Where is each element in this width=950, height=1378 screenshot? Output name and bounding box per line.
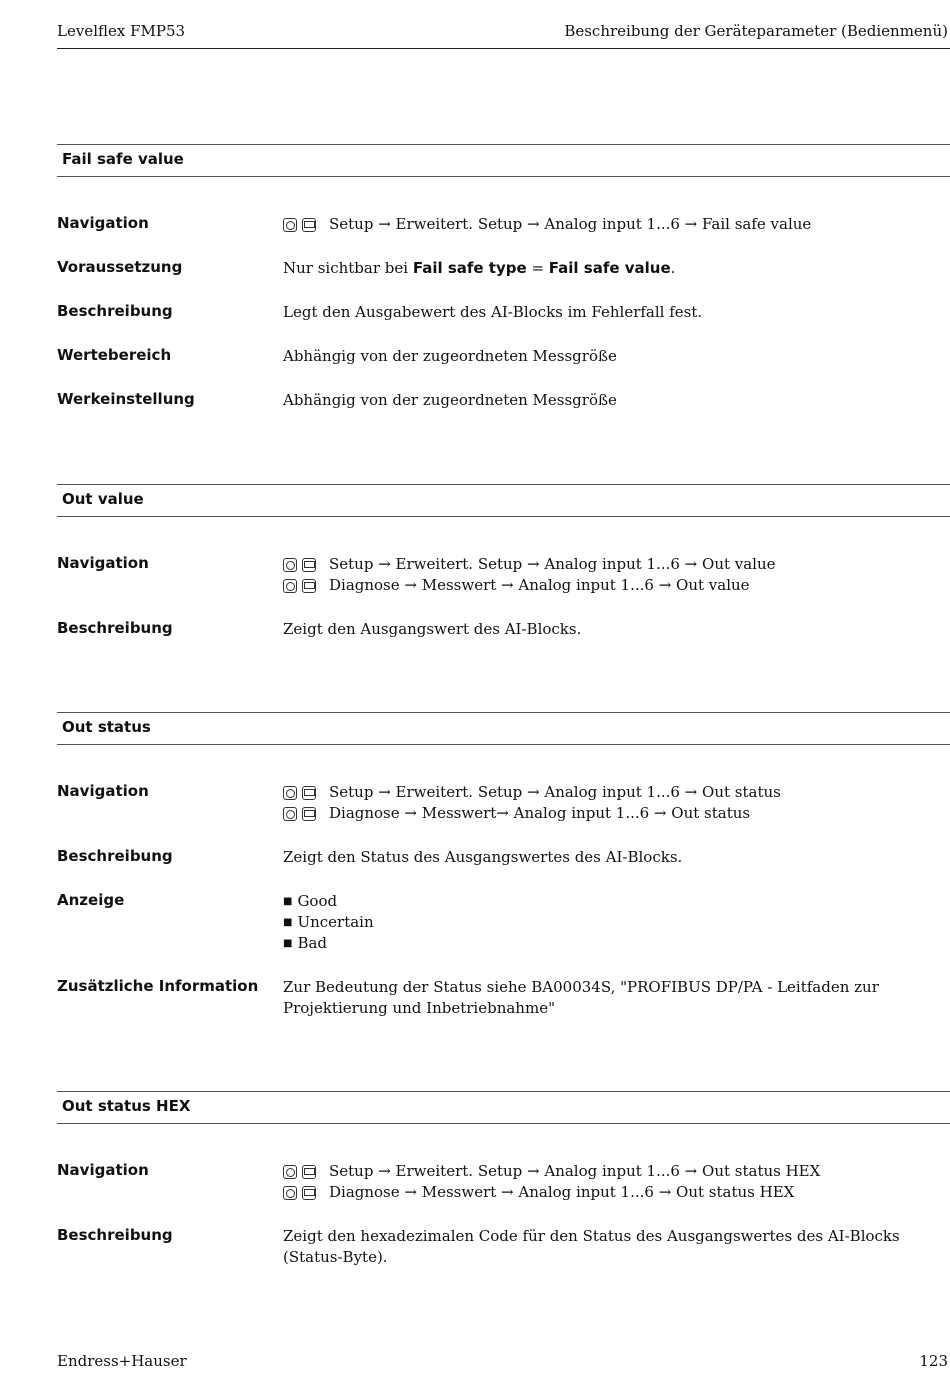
text: = bbox=[526, 259, 549, 277]
nav-path-text: Diagnose → Messwert → Analog input 1...6 → Out value bbox=[329, 576, 750, 594]
nav-path bbox=[283, 214, 950, 235]
row-label: Navigation bbox=[57, 214, 149, 232]
status-options-list bbox=[283, 891, 950, 954]
display-icon bbox=[302, 558, 316, 572]
section-title: Out status HEX bbox=[62, 1097, 191, 1115]
nav-path bbox=[283, 1161, 950, 1182]
row-value: Abhängig von der zugeordneten Messgröße bbox=[283, 391, 617, 409]
nav-path bbox=[283, 575, 950, 596]
row-label: Navigation bbox=[57, 554, 149, 572]
row-label: Navigation bbox=[57, 1161, 149, 1179]
display-icon bbox=[302, 218, 316, 232]
nav-path-text: Setup → Erweitert. Setup → Analog input 1...6 → Out status bbox=[329, 783, 781, 801]
param-name: Fail safe type bbox=[412, 259, 527, 277]
nav-path-text: Diagnose → Messwert → Analog input 1...6 → Out status HEX bbox=[329, 1183, 795, 1201]
text: . bbox=[670, 259, 676, 277]
list-item: ■ Bad bbox=[283, 933, 950, 954]
section-header bbox=[57, 1091, 950, 1124]
row-label: Beschreibung bbox=[57, 619, 173, 637]
section-title: Out status bbox=[62, 718, 151, 736]
display-icon bbox=[302, 579, 316, 593]
display-icon bbox=[302, 786, 316, 800]
row-label: Anzeige bbox=[57, 891, 125, 909]
header-divider bbox=[57, 48, 950, 49]
param-option: Fail safe value bbox=[548, 259, 671, 277]
row-label: Wertebereich bbox=[57, 346, 172, 364]
row-label: Beschreibung bbox=[57, 847, 173, 865]
nav-path-text: Setup → Erweitert. Setup → Analog input 1...6 → Fail safe value bbox=[329, 215, 812, 233]
section-header bbox=[57, 144, 950, 177]
nav-path bbox=[283, 782, 950, 803]
operating-tool-icon bbox=[283, 558, 297, 572]
nav-path-text: Diagnose → Messwert→ Analog input 1...6 → Out status bbox=[329, 804, 751, 822]
row-label: Beschreibung bbox=[57, 1226, 173, 1244]
row-label: Navigation bbox=[57, 782, 149, 800]
row-value: Zeigt den Ausgangswert des AI-Blocks. bbox=[283, 620, 582, 638]
text: Nur sichtbar bei bbox=[283, 259, 413, 277]
display-icon bbox=[302, 1165, 316, 1179]
row-label: Werkeinstellung bbox=[57, 390, 195, 408]
footer-company: Endress+Hauser bbox=[57, 1352, 187, 1370]
row-label: Zusätzliche Information bbox=[57, 977, 259, 995]
section-header bbox=[57, 712, 950, 745]
section-title: Out value bbox=[62, 490, 144, 508]
nav-path-text: Setup → Erweitert. Setup → Analog input 1...6 → Out status HEX bbox=[329, 1162, 821, 1180]
nav-path bbox=[283, 554, 950, 575]
row-label: Voraussetzung bbox=[57, 258, 183, 276]
page-number: 123 bbox=[919, 1352, 948, 1370]
row-value: Legt den Ausgabewert des AI-Blocks im Fehlerfall fest. bbox=[283, 303, 703, 321]
operating-tool-icon bbox=[283, 1186, 297, 1200]
section-title: Fail safe value bbox=[62, 150, 184, 168]
nav-path-text: Setup → Erweitert. Setup → Analog input 1...6 → Out value bbox=[329, 555, 776, 573]
nav-path bbox=[283, 803, 950, 824]
header-product: Levelflex FMP53 bbox=[57, 22, 186, 40]
row-value: Zeigt den hexadezimalen Code für den Status des Ausgangswertes des AI-Blocks (Status-Byte). bbox=[283, 1227, 900, 1266]
operating-tool-icon bbox=[283, 1165, 297, 1179]
display-icon bbox=[302, 807, 316, 821]
header-chapter: Beschreibung der Geräteparameter (Bedienmenü) bbox=[564, 22, 948, 40]
operating-tool-icon bbox=[283, 579, 297, 593]
row-value: Abhängig von der zugeordneten Messgröße bbox=[283, 347, 617, 365]
list-item: ■ Uncertain bbox=[283, 912, 950, 933]
row-value: Zeigt den Status des Ausgangswertes des AI-Blocks. bbox=[283, 848, 683, 866]
operating-tool-icon bbox=[283, 807, 297, 821]
display-icon bbox=[302, 1186, 316, 1200]
section-header bbox=[57, 484, 950, 517]
operating-tool-icon bbox=[283, 786, 297, 800]
row-label: Beschreibung bbox=[57, 302, 173, 320]
row-value bbox=[283, 258, 950, 279]
row-value: Zur Bedeutung der Status siehe BA00034S, "PROFIBUS DP/PA - Leitfaden zur Projektierung und Inbetriebnahme" bbox=[283, 978, 879, 1017]
operating-tool-icon bbox=[283, 218, 297, 232]
list-item: ■ Good bbox=[283, 891, 950, 912]
nav-path bbox=[283, 1182, 950, 1203]
